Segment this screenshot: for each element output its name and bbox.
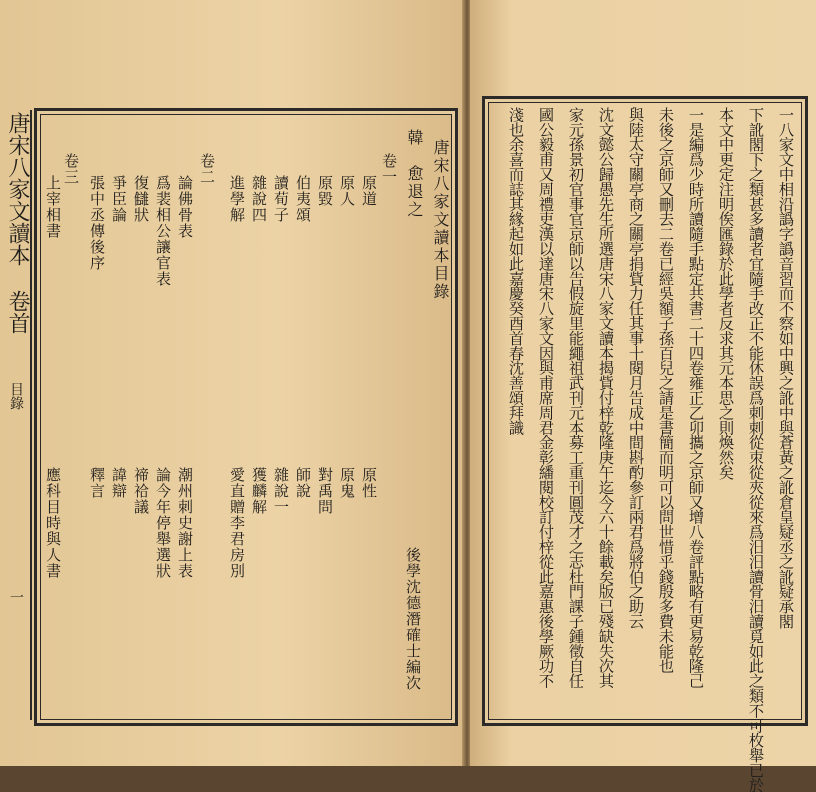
list-item: 爭臣論 [110,175,128,223]
list-item: 張中丞傳後序 [88,175,106,271]
text-column: 未後之京師又刪去二卷已經吳額子孫百兒之請是書簡而明可以問世惜乎錢殷多費未能也 [657,107,675,674]
list-item: 論佛骨表 [176,175,194,239]
text-column: 沈文懿公歸愚先生所選唐宋八家文讀本揭貲付梓乾隆庚午迄今六十餘載矣版已殘缺失次其 [597,107,615,689]
text-column: 與陸太守關亭商之關亭捐貲力任其事十閱月告成中間斟酌參訂兩君爲將伯之助云 [627,107,645,629]
list-item: 爲裴相公讓官表 [154,175,172,287]
fold-volume: 卷首 [5,290,30,334]
list-item: 師說 [294,467,312,499]
list-item: 原毀 [316,175,334,207]
right-page [470,0,816,792]
text-column: 一是編爲少時所讀隨手點定共書二十四卷雍正乙卯攜之京師又增八卷評點略有更易乾隆己 [687,107,705,689]
list-item: 潮州刺史謝上表 [176,467,194,579]
list-item: 上宰相書 [44,175,62,239]
volume-1-label: 卷一 [380,153,398,185]
list-item: 雜說四 [250,175,268,223]
list-item: 諱辯 [110,467,128,499]
fold-margin [0,110,32,720]
fold-title: 唐宋八家文讀本 [5,112,30,266]
list-item: 進學解 [228,175,246,223]
list-item: 雜說一 [272,467,290,515]
author-name: 韓 愈退之 [405,129,424,219]
list-item: 伯夷頌 [294,175,312,223]
text-column: 淺也余喜而誌其緣起如此嘉慶癸酉首春沈善頌拜識 [507,107,525,435]
list-item: 禘祫議 [132,467,150,515]
list-item: 應科目時與人書 [44,467,62,579]
list-item: 原性 [360,467,378,499]
list-item: 原道 [360,175,378,207]
text-column: 家元孫景初官事官京師以告假旋里能繩祖武刊元本募工重刊圓茂才之志杜門課子鍾徵自任 [567,107,585,689]
list-item: 原鬼 [338,467,356,499]
text-frame [34,108,458,726]
volume-3-label: 卷三 [62,153,80,185]
toc-title: 唐宋八家文讀本目錄 [431,139,450,301]
text-column: 下訛閣下之類甚多讀者宜隨手改正不能休誤爲刺刺從朿從夾從來爲汨汨讀骨汨讀覓如此之類不可枚舉已於 [747,107,765,792]
fold-section: 目錄 [8,382,24,410]
list-item: 對禹問 [316,467,334,515]
text-column: 國公毅甫又周禮吏漢以達唐宋八家文因與甫席周君金彰繙閱校訂付梓從此嘉惠後學厥功不 [537,107,555,689]
list-item: 愛直贈李君房別 [228,467,246,579]
volume-2-label: 卷二 [198,153,216,185]
editor-credit: 後學沈德潛確士編次 [404,547,422,691]
list-item: 讀荀子 [272,175,290,223]
list-item: 復讎狀 [132,175,150,223]
list-item: 原人 [338,175,356,207]
list-item: 釋言 [88,467,106,499]
list-item: 論今年停舉選狀 [154,467,172,579]
text-column: 本文中更定注明俟匯錄於此學者反求其元本思之則煥然矣 [717,107,735,480]
fold-page-number: 一 [8,590,24,604]
text-frame [482,96,808,792]
list-item: 獲麟解 [250,467,268,515]
text-column: 一八家文中相沿譌字譌音習而不察如中興之訛中與蒼黃之訛倉皇疑丞之訛疑承閣 [777,107,795,629]
